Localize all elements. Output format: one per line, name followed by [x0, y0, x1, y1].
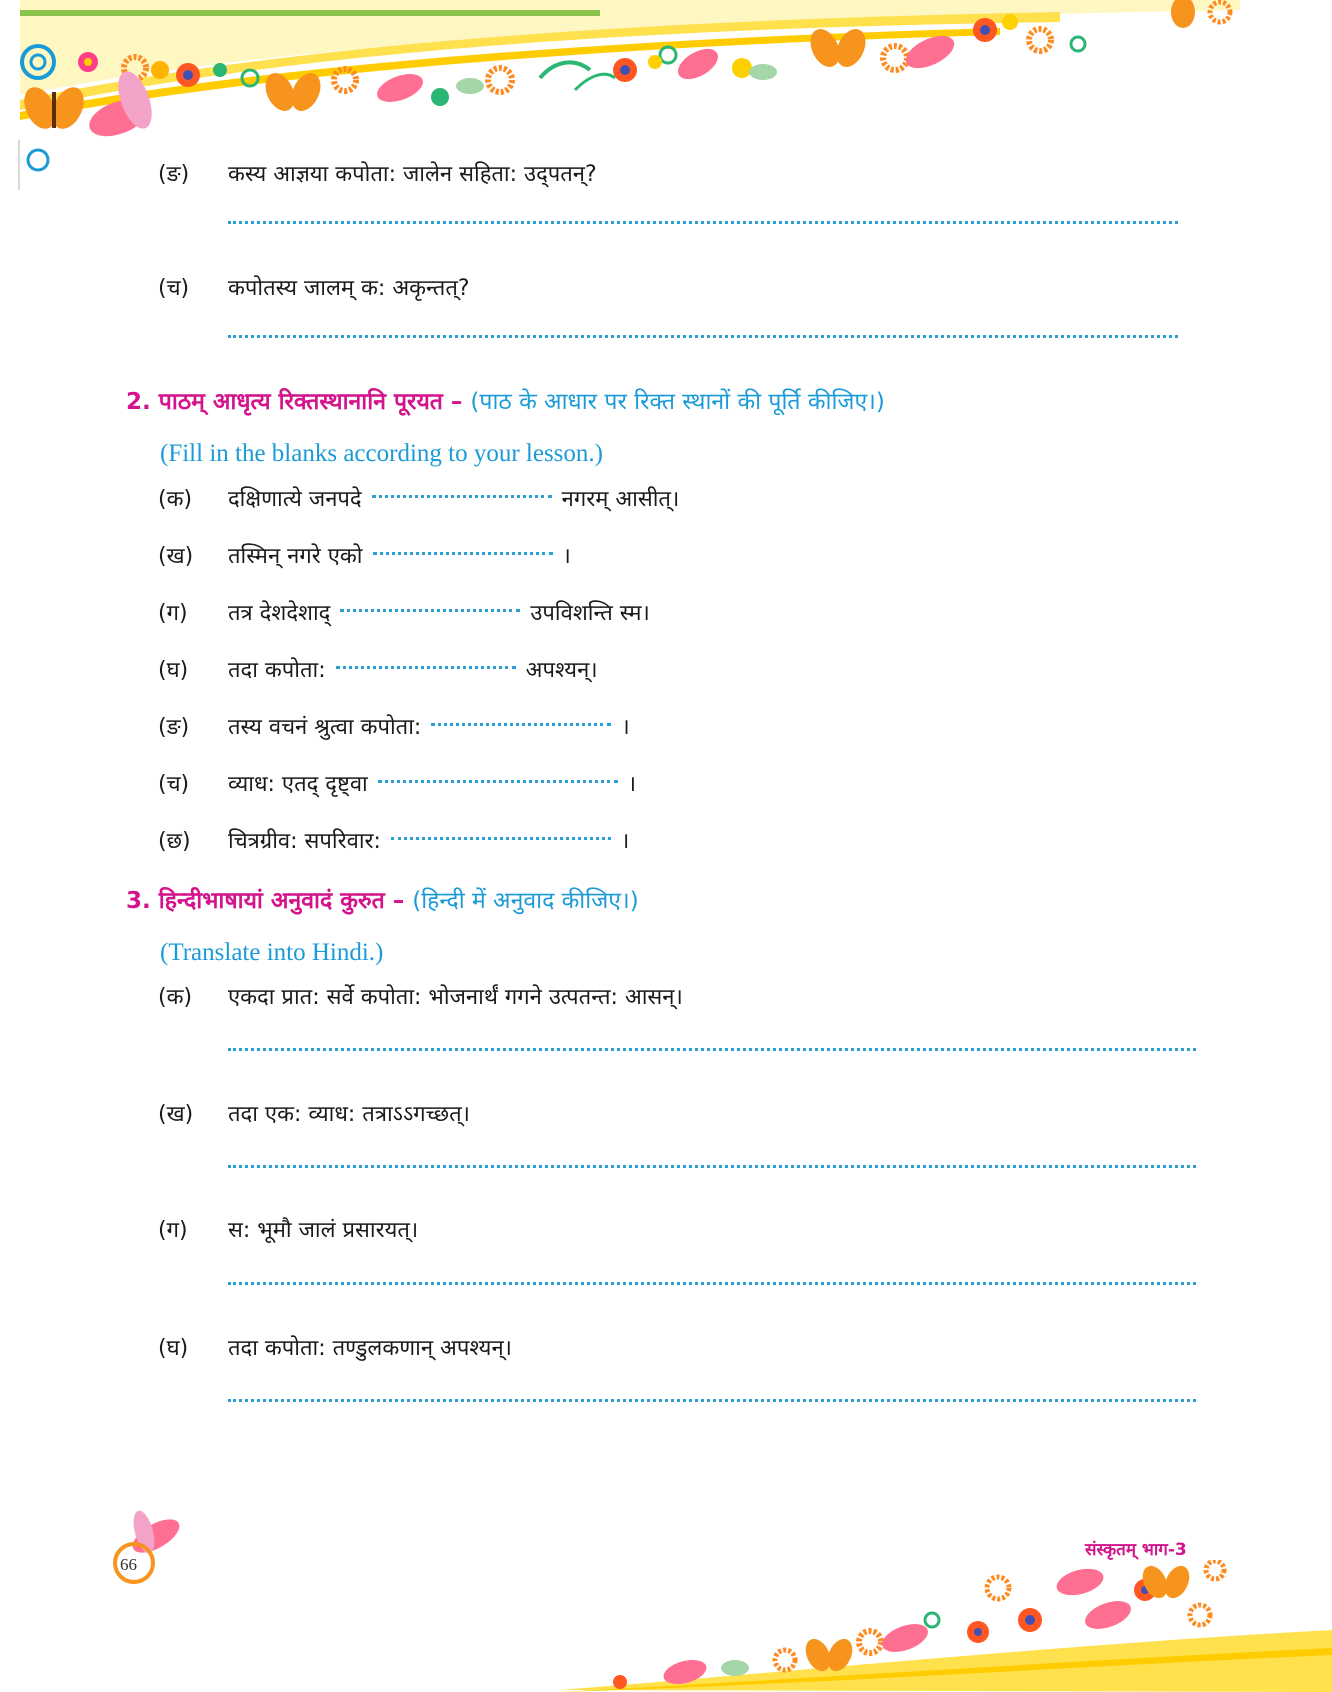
item-label: (ङ) [158, 162, 190, 187]
item-before: व्याध: एतद् दृष्ट्वा [228, 772, 368, 797]
item-label: (ख) [158, 544, 194, 569]
item-label: (छ) [158, 829, 191, 854]
item-label: (क) [158, 985, 193, 1010]
left-margin-rule [18, 140, 20, 190]
butterfly-icon [18, 82, 90, 134]
section-number: 2. [126, 389, 151, 415]
answer-line[interactable] [228, 1282, 1196, 1285]
question-1-item-cha [158, 274, 470, 304]
item-text: स: भूमौ जालं प्रसारयत्। [228, 1218, 419, 1243]
heading-dash: – [450, 389, 463, 415]
section-number: 3. [126, 888, 151, 914]
translate-item-ga [158, 1216, 418, 1246]
blank-item-ga [158, 599, 650, 629]
page-number-ornament [108, 1508, 198, 1588]
blank-field[interactable] [372, 495, 552, 498]
bottom-decorative-banner [560, 1560, 1332, 1692]
book-title: संस्कृतम् भाग-3 [1085, 1540, 1187, 1560]
flower-icon [78, 52, 98, 72]
blank-item-cha [158, 770, 636, 800]
item-label: (ग) [158, 1218, 188, 1243]
blank-field[interactable] [431, 723, 611, 726]
item-before: तस्य वचनं श्रुत्वा कपोता: [228, 715, 422, 740]
item-text: तदा एक: व्याध: तत्राऽऽगच्छत्। [228, 1102, 471, 1127]
section-3-heading [126, 885, 639, 917]
item-text: तदा कपोता: तण्डुलकणान् अपश्यन्। [228, 1336, 512, 1361]
sanskrit-instruction: पाठम् आधृत्य रिक्तस्थानानि पूरयत [158, 389, 443, 415]
item-label: (ग) [158, 601, 188, 626]
item-after: । [621, 715, 630, 740]
sanskrit-instruction: हिन्दीभाषायां अनुवादं कुरुत [158, 888, 385, 914]
question-1-item-nga [158, 160, 597, 190]
blank-item-gha [158, 656, 598, 686]
item-text: एकदा प्रात: सर्वे कपोता: भोजनार्थं गगने उत्पतन्त: आसन्। [228, 985, 683, 1010]
section-2-english-instruction: (Fill in the blanks according to your lesson.) [160, 440, 603, 467]
item-before: तत्र देशदेशाद् [228, 601, 331, 626]
item-after: । [627, 772, 637, 797]
item-label: (ङ) [158, 715, 190, 740]
answer-line[interactable] [228, 1165, 1196, 1168]
section-3-english-instruction: (Translate into Hindi.) [160, 939, 384, 966]
blank-field[interactable] [378, 780, 618, 783]
translate-item-ka [158, 983, 683, 1013]
hindi-instruction: (पाठ के आधार पर रिक्त स्थानों की पूर्ति कीजिए।) [470, 389, 885, 415]
item-after: । [562, 544, 571, 569]
item-after: नगरम् आसीत्। [561, 487, 680, 512]
blank-item-chha [158, 827, 629, 857]
item-label: (च) [158, 772, 190, 797]
blank-item-nga [158, 713, 630, 743]
item-text: कस्य आज्ञया कपोता: जालेन सहिता: उद्पतन्? [228, 162, 597, 187]
translate-item-gha [158, 1334, 512, 1364]
section-2-heading [126, 386, 885, 418]
item-before: चित्रग्रीव: सपरिवार: [228, 829, 381, 854]
answer-line[interactable] [228, 1048, 1196, 1051]
blank-field[interactable] [336, 666, 516, 669]
item-label: (घ) [158, 1336, 189, 1361]
blank-field[interactable] [373, 552, 553, 555]
item-label: (ख) [158, 1102, 194, 1127]
blank-item-kha [158, 542, 571, 572]
heading-dash: – [392, 888, 405, 914]
blank-field[interactable] [391, 837, 611, 840]
answer-line[interactable] [228, 335, 1178, 338]
item-label: (घ) [158, 658, 189, 683]
blank-field[interactable] [340, 609, 520, 612]
item-after: अपश्यन्। [525, 658, 598, 683]
answer-line[interactable] [228, 221, 1178, 224]
item-after: उपविशन्ति स्म। [530, 601, 650, 626]
answer-line[interactable] [228, 1399, 1196, 1402]
item-text: कपोतस्य जालम् क: अकृन्तत्? [228, 276, 470, 301]
item-after: । [620, 829, 630, 854]
translate-item-kha [158, 1100, 470, 1130]
page-number: 66 [120, 1555, 137, 1574]
blank-item-ka [158, 485, 679, 515]
item-label: (च) [158, 276, 190, 301]
item-before: तदा कपोता: [228, 658, 326, 683]
hindi-instruction: (हिन्दी में अनुवाद कीजिए।) [412, 888, 639, 914]
item-before: तस्मिन् नगरे एको [228, 544, 363, 569]
item-before: दक्षिणात्ये जनपदे [228, 487, 362, 512]
item-label: (क) [158, 487, 193, 512]
